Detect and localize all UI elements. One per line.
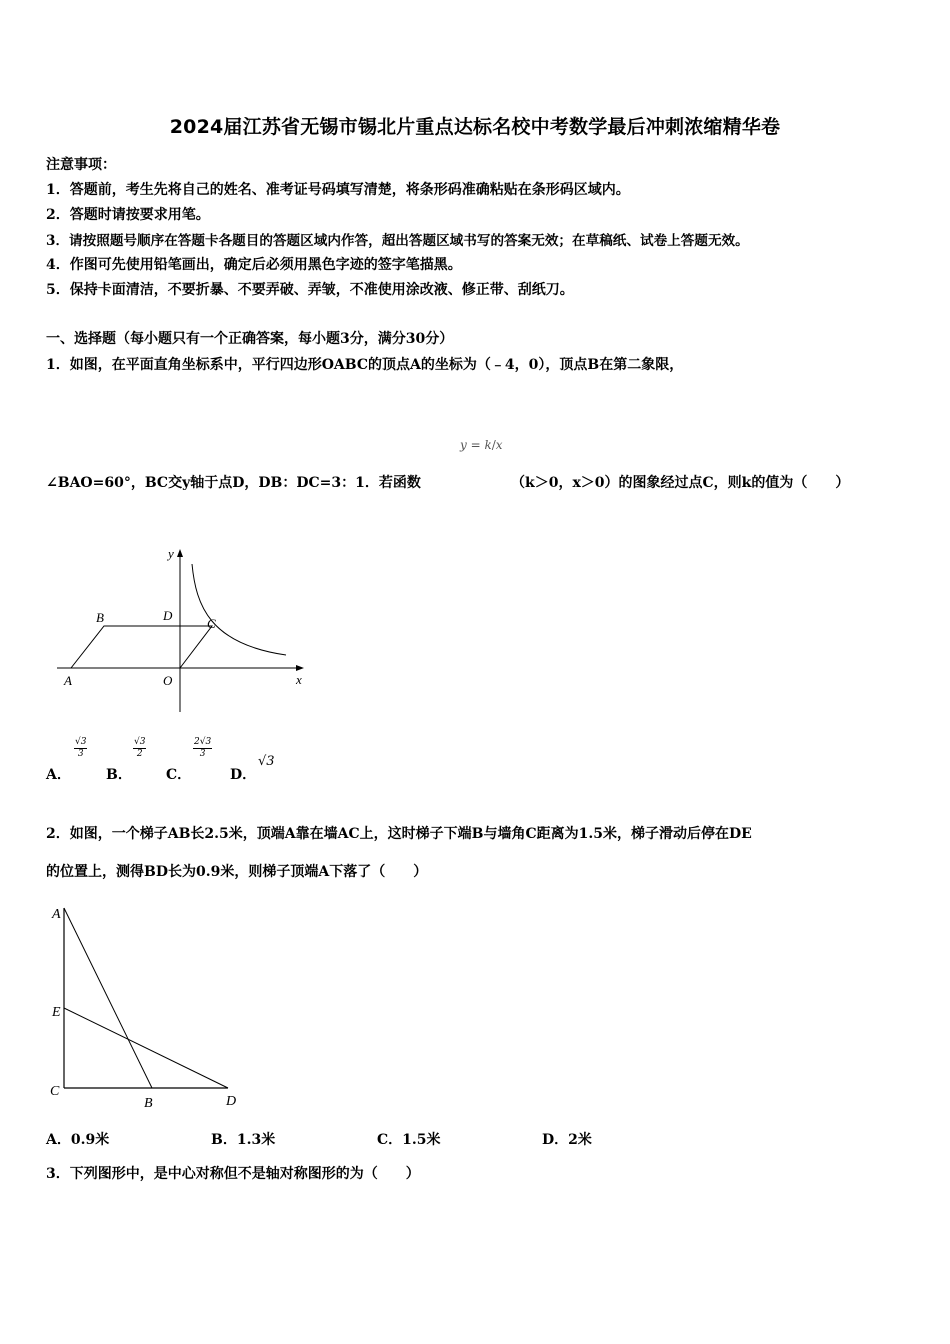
q1-parallelogram bbox=[71, 626, 212, 668]
q2-label-c: C bbox=[50, 1084, 60, 1099]
q1-label-y: y bbox=[168, 546, 174, 561]
note-item-1: 1．答题前，考生先将自己的姓名、准考证号码填写清楚，将条形码准确粘贴在条形码区域内。 bbox=[46, 182, 630, 198]
q1-option-c-label: C． bbox=[166, 767, 192, 783]
q2-label-e: E bbox=[52, 1005, 61, 1020]
q1-y-arrow-icon bbox=[177, 549, 183, 557]
note-item-2: 2．答题时请按要求用笔。 bbox=[46, 207, 210, 223]
q1-formula: 𝑦 = 𝑘/𝑥 bbox=[460, 438, 503, 452]
q1-label-b: B bbox=[96, 610, 104, 625]
q1-text-line1: 1．如图，在平面直角坐标系中，平行四边形OABC的顶点A的坐标为（﹣4，0），顶点B在第二象限， bbox=[46, 357, 684, 373]
q1-label-o: O bbox=[163, 673, 173, 688]
q1-x-arrow-icon bbox=[296, 665, 304, 671]
note-item-4: 4．作图可先使用铅笔画出，确定后必须用黑色字迹的签字笔描黑。 bbox=[46, 257, 462, 273]
note-item-5: 5．保持卡面清洁，不要折暴、不要弄破、弄皱，不准使用涂改液、修正带、刮纸刀。 bbox=[46, 282, 574, 298]
q1-hyperbola bbox=[192, 564, 286, 655]
q1-option-d-label: D． bbox=[230, 767, 257, 783]
q1-label-d: D bbox=[163, 608, 173, 623]
q1-label-x: x bbox=[296, 672, 302, 687]
q1-text-line2a: ∠BAO=60°，BC交y轴于点D，DB：DC=3：1．若函数 bbox=[46, 475, 421, 491]
q2-label-a: A bbox=[52, 907, 61, 922]
notes-heading: 注意事项： bbox=[46, 157, 116, 173]
q1-option-b-label: B． bbox=[106, 767, 132, 783]
q2-option-d: D．2米 bbox=[542, 1132, 592, 1148]
section-heading: 一、选择题（每小题只有一个正确答案，每小题3分，满分30分） bbox=[46, 331, 454, 347]
q2-option-a: A．0.9米 bbox=[46, 1132, 110, 1148]
q1-option-a-value: $\frac{√3}{3}$ bbox=[75, 737, 87, 759]
q2-text-line1: 2．如图，一个梯子AB长2.5米，顶端A靠在墙AC上，这时梯子下端B与墙角C距离为1.5米，梯子滑动后停在DE bbox=[46, 826, 752, 842]
q1-option-c-value: $\frac{2√3}{3}$ bbox=[194, 737, 212, 759]
q2-text-line2: 的位置上，测得BD长为0.9米，则梯子顶端A下落了（ ） bbox=[46, 864, 428, 880]
note-item-3: 3．请按照题号顺序在答题卡各题目的答题区域内作答，超出答题区域书写的答案无效；在草稿纸、试卷上答题无效。 bbox=[46, 233, 749, 249]
q1-option-b-value: $\frac{√3}{2}$ bbox=[134, 737, 146, 759]
q2-option-b: B．1.3米 bbox=[211, 1132, 276, 1148]
q1-text-line2b: （k＞0，x＞0）的图象经过点C，则k的值为（ ） bbox=[511, 475, 850, 491]
q1-label-a: A bbox=[64, 673, 72, 688]
q2-ladder-ab bbox=[64, 908, 152, 1088]
q2-label-b: B bbox=[144, 1096, 153, 1111]
page-title: 2024届江苏省无锡市锡北片重点达标名校中考数学最后冲刺浓缩精华卷 bbox=[169, 116, 781, 138]
q2-label-d: D bbox=[226, 1094, 237, 1109]
q2-figure bbox=[46, 896, 246, 1114]
q2-option-c: C．1.5米 bbox=[377, 1132, 441, 1148]
q3-text-line1: 3．下列图形中，是中心对称但不是轴对称图形的为（ ） bbox=[46, 1166, 420, 1182]
q1-label-c: C bbox=[207, 616, 216, 631]
q1-option-a-label: A． bbox=[46, 767, 71, 783]
q1-option-d-value: √3 bbox=[258, 754, 275, 769]
q1-figure bbox=[52, 544, 312, 716]
